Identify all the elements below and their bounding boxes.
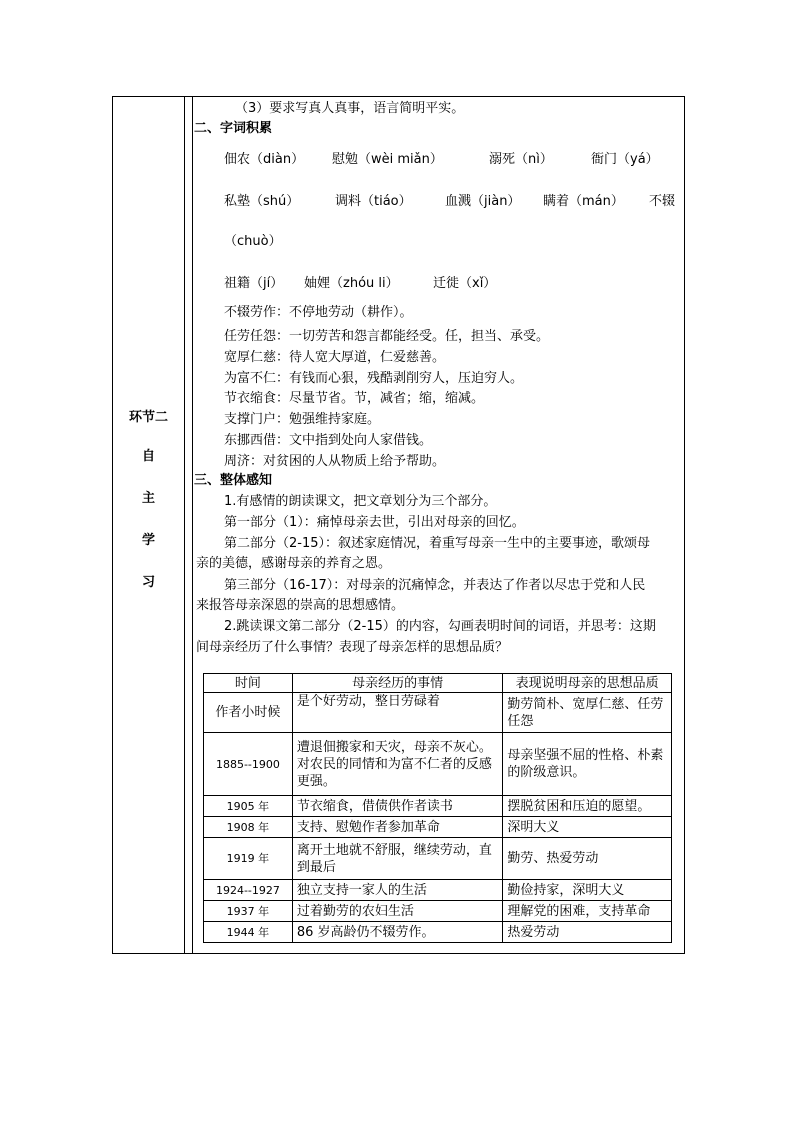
- cell-time: 1919 年: [204, 838, 293, 880]
- requirement-3: （3）要求写真人真事，语言简明平实。: [235, 101, 465, 116]
- cell-quality: 深明大义: [503, 817, 672, 838]
- definition: 任劳任怨：一切劳苦和怨言都能经受。任，担当、承受。: [224, 329, 550, 344]
- vocab-item: 不辍: [649, 194, 676, 209]
- vocab-item: 慰勉（wèi miǎn）: [332, 152, 443, 167]
- section-3-heading: 三、整体感知: [194, 473, 273, 488]
- part-3-line-2: 来报答母亲深恩的崇高的思想感情。: [196, 598, 405, 613]
- narrow-column: [185, 97, 193, 953]
- stage-char-4: 习: [141, 575, 155, 590]
- cell-time: 1908 年: [204, 817, 293, 838]
- task-1: 1.有感情的朗读课文，把文章划分为三个部分。: [224, 494, 497, 509]
- cell-quality: 摆脱贫困和压迫的愿望。: [503, 796, 672, 817]
- cell-quality: 勤劳、热爱劳动: [503, 838, 672, 880]
- cell-time: 作者小时候: [204, 693, 293, 733]
- table-row: [204, 880, 672, 901]
- cell-quality: 母亲坚强不屈的性格、朴素的阶级意识。: [503, 733, 672, 796]
- side-column: [113, 97, 185, 953]
- mother-events-table: [203, 673, 672, 943]
- lesson-table: [112, 96, 685, 954]
- cell-quality: 热爱劳动: [503, 922, 672, 943]
- vocab-item: 调料（tiáo）: [335, 194, 412, 209]
- definition: 东挪西借：文中指到处向人家借钱。: [224, 433, 433, 448]
- cell-event: 支持、慰勉作者参加革命: [292, 817, 503, 838]
- vocab-item: 血溅（jiàn）: [445, 194, 521, 209]
- vocab-item: 祖籍（jí）: [224, 276, 284, 291]
- definition: 支撑门户：勉强维持家庭。: [224, 412, 381, 427]
- table-row: [204, 733, 672, 796]
- stage-char-3: 学: [141, 533, 155, 548]
- cell-quality: 勤俭持家，深明大义: [503, 880, 672, 901]
- vocab-item: 妯娌（zhóu li）: [304, 276, 399, 291]
- cell-event: 独立支持一家人的生活: [292, 880, 503, 901]
- cell-time: 1937 年: [204, 901, 293, 922]
- cell-time: 1924--1927: [204, 880, 293, 901]
- col-header-event: 母亲经历的事情: [292, 674, 503, 693]
- cell-event: 是个好劳动，整日劳碌着: [292, 693, 503, 733]
- cell-event: 离开土地就不舒服，继续劳动，直到最后: [292, 838, 503, 880]
- cell-event: 过着勤劳的农妇生活: [292, 901, 503, 922]
- cell-time: 1905 年: [204, 796, 293, 817]
- cell-event: 节衣缩食，借债供作者读书: [292, 796, 503, 817]
- definition: 周济：对贫困的人从物质上给予帮助。: [224, 454, 446, 469]
- cell-time: 1885--1900: [204, 733, 293, 796]
- table-row: [204, 693, 672, 733]
- definition: 宽厚仁慈：待人宽大厚道，仁爱慈善。: [224, 350, 446, 365]
- vocab-item: 迁徙（xǐ）: [433, 276, 497, 291]
- stage-char-1: 自: [141, 449, 155, 464]
- definition: 为富不仁：有钱而心狠，残酷剥削穷人，压迫穷人。: [224, 371, 524, 386]
- stage-char-2: 主: [141, 491, 155, 506]
- table-row: [204, 901, 672, 922]
- table-row: [204, 817, 672, 838]
- vocab-item: 衙门（yá）: [591, 152, 659, 167]
- definition: 节衣缩食：尽量节省。节，减省；缩，缩减。: [224, 391, 485, 406]
- vocab-item: 私塾（shú）: [224, 194, 300, 209]
- task-2-line-1: 2.跳读课文第二部分（2-15）的内容，勾画表明时间的词语，并思考：这期: [224, 619, 656, 634]
- cell-quality: 勤劳简朴、宽厚仁慈、任劳任怨: [503, 693, 672, 733]
- vocab-item: 瞒着（mán）: [543, 194, 624, 209]
- part-1: 第一部分（1）：痛悼母亲去世，引出对母亲的回忆。: [224, 515, 525, 530]
- table-row: [204, 796, 672, 817]
- table-header-row: [204, 674, 672, 693]
- cell-quality: 理解党的困难，支持革命: [503, 901, 672, 922]
- table-row: [204, 922, 672, 943]
- cell-event: 遭退佃搬家和天灾，母亲不灰心。对农民的同情和为富不仁者的反感更强。: [292, 733, 503, 796]
- col-header-time: 时间: [204, 674, 293, 693]
- vocab-item: 溺死（nì）: [489, 152, 553, 167]
- part-3-line-1: 第三部分（16-17）：对母亲的沉痛悼念，并表达了作者以尽忠于党和人民: [224, 578, 646, 593]
- part-2-line-2: 亲的美德，感谢母亲的养育之恩。: [196, 556, 392, 571]
- content-column: [194, 97, 684, 953]
- task-2-line-2: 间母亲经历了什么事情？表现了母亲怎样的思想品质？: [196, 640, 509, 655]
- stage-title: 环节二: [128, 410, 168, 425]
- part-2-line-1: 第二部分（2-15）：叙述家庭情况，着重写母亲一生中的主要事迹，歌颂母: [224, 536, 651, 551]
- table-row: [204, 838, 672, 880]
- definition: 不辍劳作：不停地劳动（耕作）。: [224, 305, 413, 320]
- vocab-item-cont: （chuò）: [224, 234, 282, 249]
- col-header-quality: 表现说明母亲的思想品质: [503, 674, 672, 693]
- cell-time: 1944 年: [204, 922, 293, 943]
- cell-event: 86 岁高龄仍不辍劳作。: [292, 922, 503, 943]
- vocab-item: 佃农（diàn）: [224, 152, 305, 167]
- section-2-heading: 二、字词积累: [194, 121, 273, 136]
